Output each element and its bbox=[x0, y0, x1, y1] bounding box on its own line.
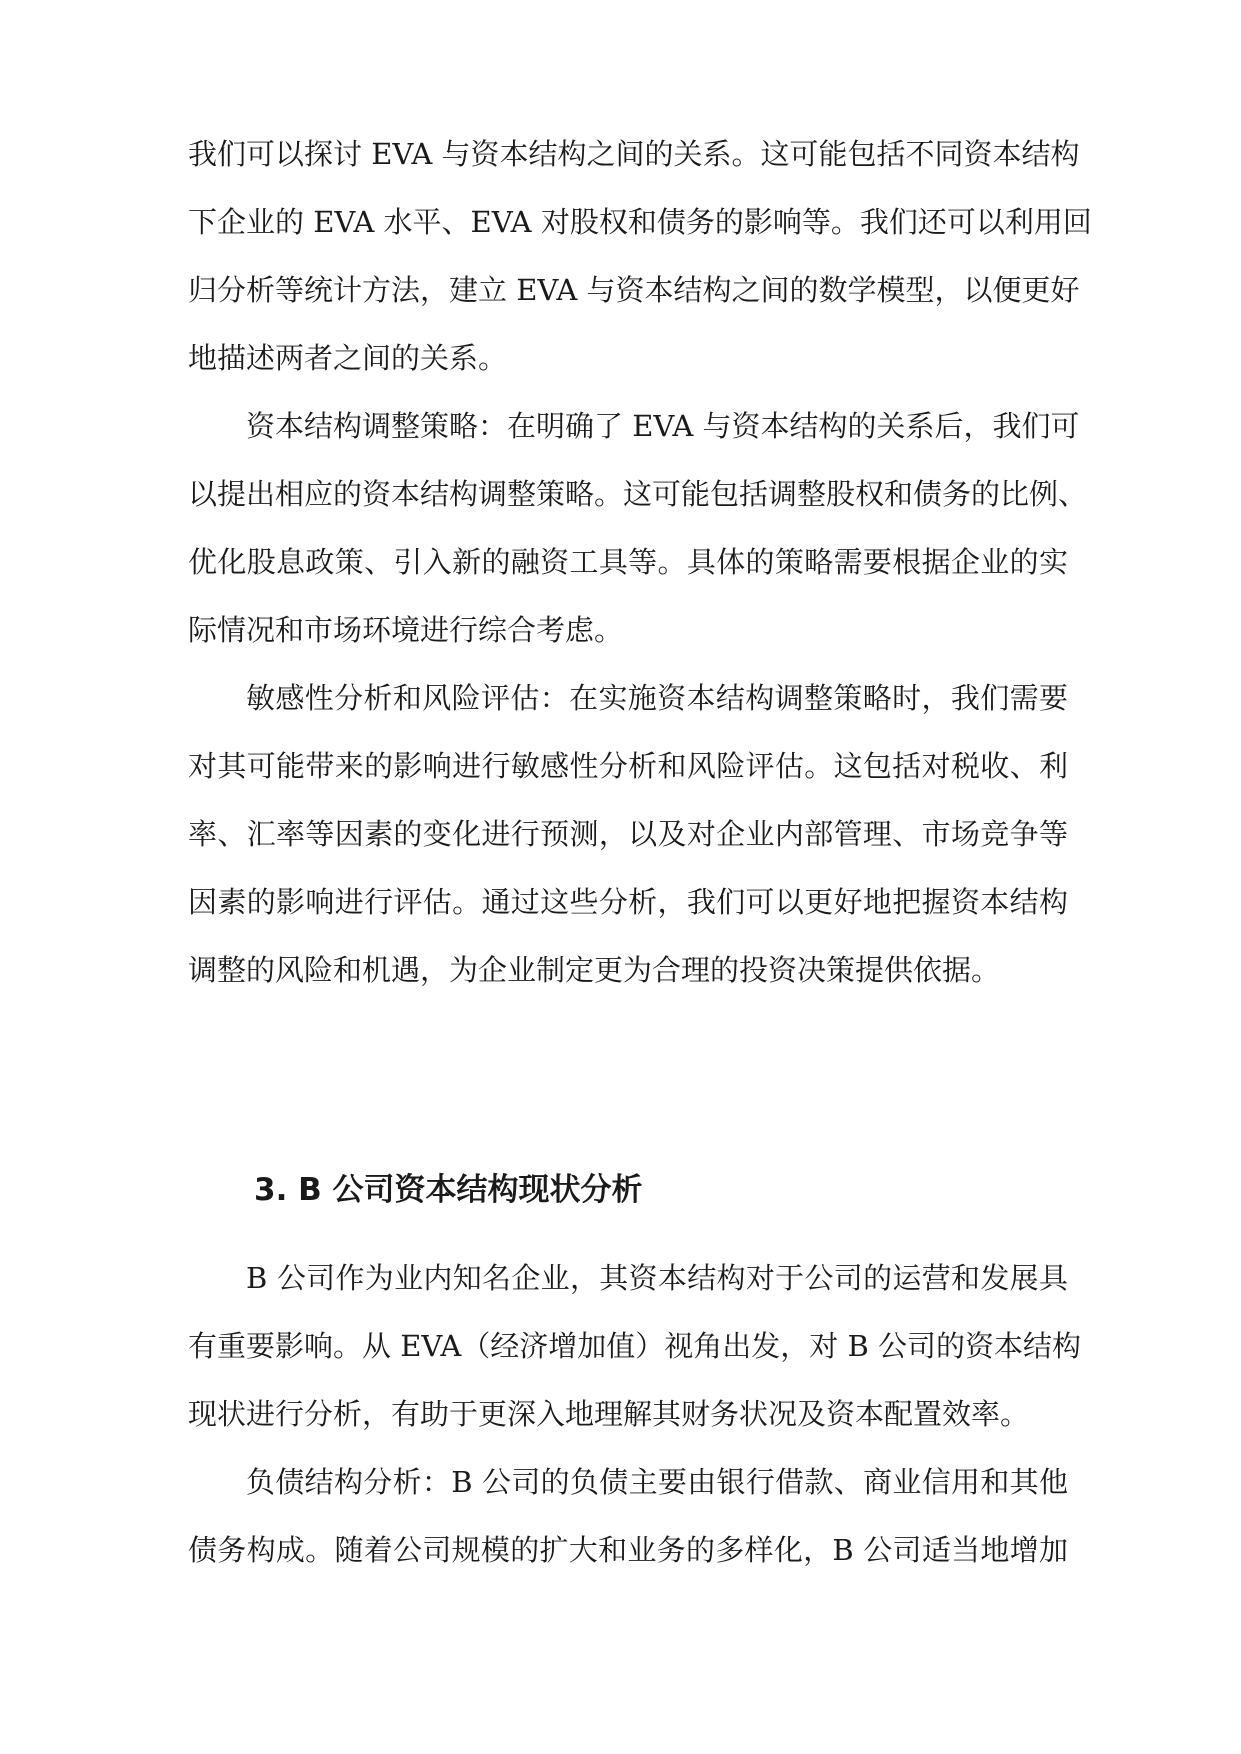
paragraph-line: 有重要影响。从 EVA（经济增加值）视角出发，对 B 公司的资本结构 bbox=[188, 1329, 1082, 1363]
paragraph-line: 下企业的 EVA 水平、EVA 对股权和债务的影响等。我们还可以利用回 bbox=[188, 205, 1092, 239]
paragraph-line: 资本结构调整策略：在明确了 EVA 与资本结构的关系后，我们可 bbox=[246, 409, 1080, 443]
paragraph-line: 因素的影响进行评估。通过这些分析，我们可以更好地把握资本结构 bbox=[188, 885, 1068, 919]
paragraph-line: 归分析等统计方法，建立 EVA 与资本结构之间的数学模型，以便更好 bbox=[188, 273, 1080, 307]
paragraph-line: 对其可能带来的影响进行敏感性分析和风险评估。这包括对税收、利 bbox=[188, 749, 1068, 783]
paragraph-line: 敏感性分析和风险评估：在实施资本结构调整策略时，我们需要 bbox=[246, 681, 1068, 715]
paragraph-line: 地描述两者之间的关系。 bbox=[188, 341, 508, 375]
paragraph-line: 我们可以探讨 EVA 与资本结构之间的关系。这可能包括不同资本结构 bbox=[188, 137, 1080, 171]
section-heading: 3. B 公司资本结构现状分析 bbox=[254, 1172, 643, 1208]
paragraph-line: 际情况和市场环境进行综合考虑。 bbox=[188, 613, 624, 647]
paragraph-line: 调整的风险和机遇，为企业制定更为合理的投资决策提供依据。 bbox=[188, 953, 1001, 987]
paragraph-line: 以提出相应的资本结构调整策略。这可能包括调整股权和债务的比例、 bbox=[188, 477, 1088, 511]
paragraph-line: 现状进行分析，有助于更深入地理解其财务状况及资本配置效率。 bbox=[188, 1397, 1030, 1431]
paragraph-line: 优化股息政策、引入新的融资工具等。具体的策略需要根据企业的实 bbox=[188, 545, 1068, 579]
paragraph-line: B 公司作为业内知名企业，其资本结构对于公司的运营和发展具 bbox=[246, 1261, 1068, 1295]
paragraph-line: 负债结构分析：B 公司的负债主要由银行借款、商业信用和其他 bbox=[246, 1465, 1068, 1499]
paragraph-line: 债务构成。随着公司规模的扩大和业务的多样化，B 公司适当地增加 bbox=[188, 1533, 1068, 1567]
paragraph-line: 率、汇率等因素的变化进行预测，以及对企业内部管理、市场竞争等 bbox=[188, 817, 1068, 851]
